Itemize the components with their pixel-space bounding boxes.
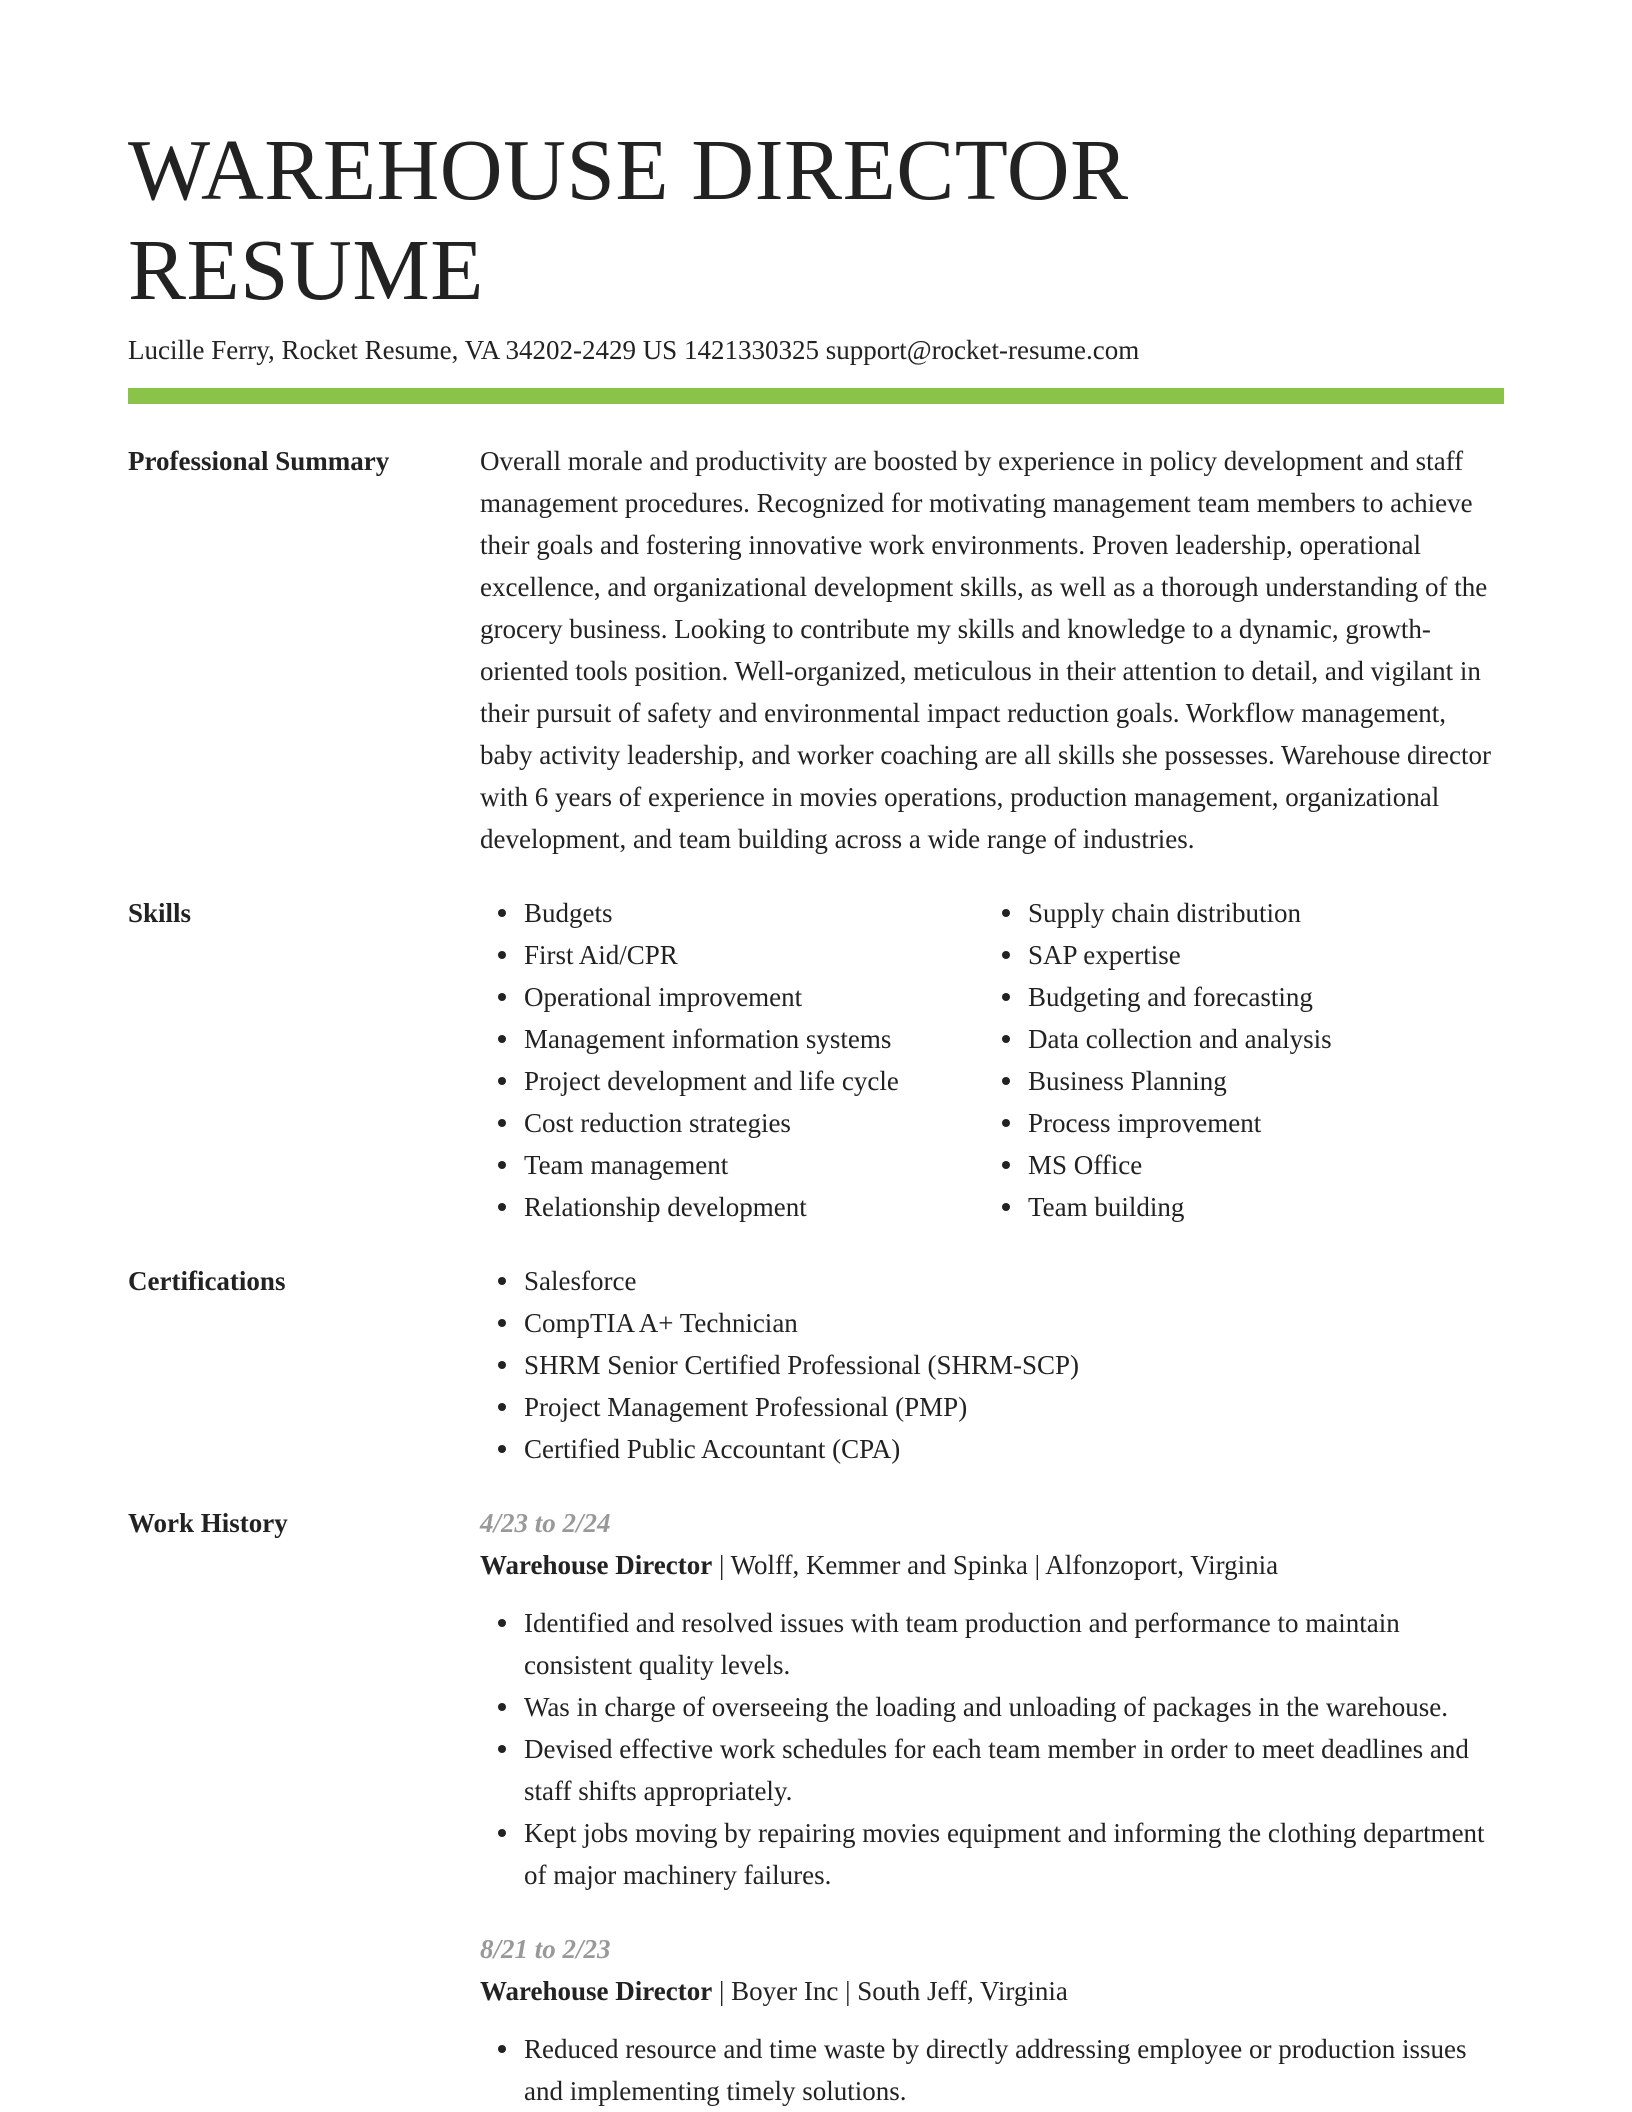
job-bullet: Identified and resolved issues with team production and performance to maintain consistent quality levels. [524,1602,1504,1686]
work-history-body [480,1502,1504,2112]
job-bullet: Devised effective work schedules for each team member in order to meet deadlines and staff shifts appropriately. [524,1728,1504,1812]
skills-grid [480,892,1504,1228]
skill-item: Operational improvement [524,976,984,1018]
skills-column-left [480,892,984,1228]
certifications-label: Certifications [128,1266,286,1296]
skills-section [128,892,1504,1228]
job-dates: 4/23 to 2/24 [480,1508,611,1538]
skill-item: Management information systems [524,1018,984,1060]
job-bullets [480,2028,1504,2112]
skill-item: MS Office [1028,1144,1488,1186]
certification-item: Certified Public Accountant (CPA) [524,1428,1504,1470]
summary-text: Overall morale and productivity are boosted by experience in policy development and staff management procedures. Recognized for motivating management team members to achieve their goals and fostering innovative work environments. Proven leadership, operational excellence, and organizational development skills, as well as a thorough understanding of the grocery business. Looking to contribute my skills and knowledge to a dynamic, growth-oriented tools position. Well-organized, meticulous in their attention to detail, and vigilant in their pursuit of safety and environmental impact reduction goals. Workflow management, baby activity leadership, and worker coaching are all skills she possesses. Warehouse director with 6 years of experience in movies operations, production management, organizational development, and team building across a wide range of industries. [480,446,1492,854]
skill-item: Process improvement [1028,1102,1488,1144]
skill-item: Business Planning [1028,1060,1488,1102]
work-history-section [128,1502,1504,2112]
skill-item: SAP expertise [1028,934,1488,976]
skills-list-right [984,892,1488,1228]
job-title: Warehouse Director [480,1976,713,2006]
accent-divider [128,388,1504,404]
contact-line: Lucille Ferry, Rocket Resume, VA 34202-2429 US 1421330325 support@rocket-resume.com [128,335,1140,365]
skill-item: Budgeting and forecasting [1028,976,1488,1018]
work-history-label: Work History [128,1508,288,1538]
summary-label: Professional Summary [128,446,390,476]
certification-item: SHRM Senior Certified Professional (SHRM-SCP) [524,1344,1504,1386]
certification-item: Project Management Professional (PMP) [524,1386,1504,1428]
skills-label: Skills [128,898,192,928]
skill-item: Team building [1028,1186,1488,1228]
skill-item: Supply chain distribution [1028,892,1488,934]
job-bullet: Was in charge of overseeing the loading and unloading of packages in the warehouse. [524,1686,1504,1728]
skill-item: Cost reduction strategies [524,1102,984,1144]
job-entry [480,1502,1504,1896]
certifications-section [128,1260,1504,1470]
skill-item: Project development and life cycle [524,1060,984,1102]
certification-item: CompTIA A+ Technician [524,1302,1504,1344]
skill-item: Relationship development [524,1186,984,1228]
job-details: | Wolff, Kemmer and Spinka | Alfonzoport, Virginia [712,1550,1279,1580]
job-details: | Boyer Inc | South Jeff, Virginia [712,1976,1068,2006]
skills-list-left [480,892,984,1228]
skill-item: First Aid/CPR [524,934,984,976]
skills-column-right [984,892,1488,1228]
job-heading [480,1544,1504,1586]
summary-section [128,440,1504,860]
job-bullets [480,1602,1504,1896]
skill-item: Team management [524,1144,984,1186]
job-entry [480,1928,1504,2112]
skill-item: Data collection and analysis [1028,1018,1488,1060]
job-title: Warehouse Director [480,1550,713,1580]
summary-body [480,440,1504,860]
job-bullet: Reduced resource and time waste by directly addressing employee or production issues and implementing timely solutions. [524,2028,1504,2112]
skill-item: Budgets [524,892,984,934]
certifications-body [480,1260,1504,1470]
job-bullet: Kept jobs moving by repairing movies equipment and informing the clothing department of major machinery failures. [524,1812,1504,1896]
job-dates: 8/21 to 2/23 [480,1934,611,1964]
job-heading [480,1970,1504,2012]
resume-title: WAREHOUSE DIRECTOR RESUME [128,121,1129,318]
certifications-list [480,1260,1504,1470]
certification-item: Salesforce [524,1260,1504,1302]
